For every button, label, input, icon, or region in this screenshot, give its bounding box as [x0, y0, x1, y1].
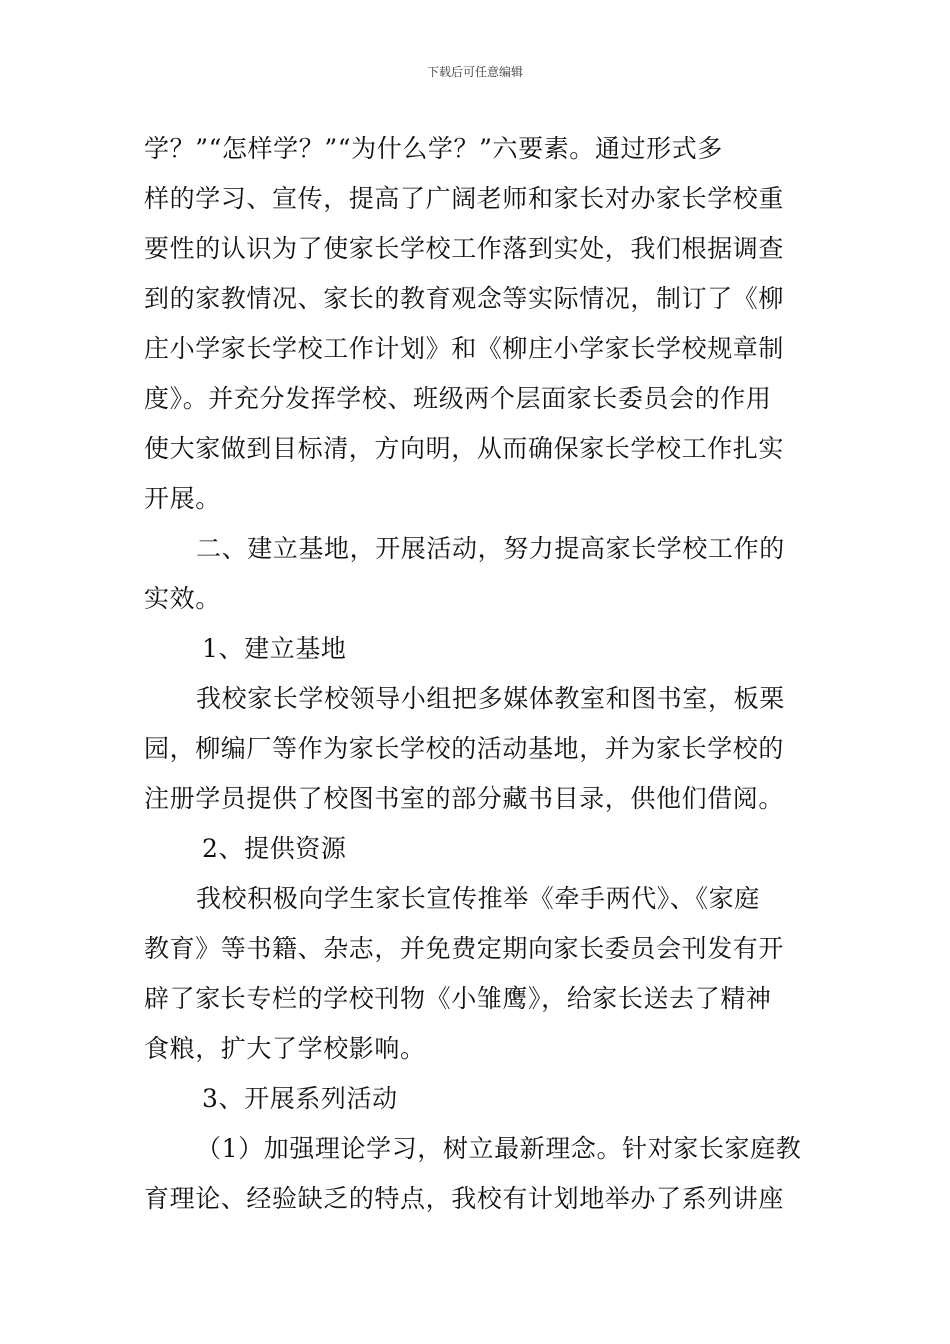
text-line: 使大家做到目标清，方向明，从而确保家长学校工作扎实 — [144, 434, 785, 463]
page-header: 下载后可任意编辑 — [426, 65, 523, 79]
text-line: 到的家教情况、家长的教育观念等实际情况，制订了《柳 — [144, 284, 785, 313]
text-line: 注册学员提供了校图书室的部分藏书目录，供他们借阅。 — [144, 784, 785, 813]
text-line: 园，柳编厂等作为家长学校的活动基地，并为家长学校的 — [144, 734, 785, 763]
section-heading: 二、建立基地，开展活动，努力提高家长学校工作的 — [196, 534, 785, 563]
text-line: 教育》等书籍、杂志，并免费定期向家长委员会刊发有开 — [144, 934, 785, 963]
text-line: 辟了家长专栏的学校刊物《小雏鹰》，给家长送去了精神 — [144, 984, 772, 1013]
paragraph-first-line: 我校家长学校领导小组把多媒体教室和图书室，板栗 — [196, 684, 785, 713]
text-line: 要性的认识为了使家长学校工作落到实处，我们根据调查 — [144, 234, 785, 263]
text-line: 实效。 — [144, 584, 221, 613]
document-body — [144, 124, 808, 1224]
text-line: 开展。 — [144, 484, 221, 513]
text-line: 度》。并充分发挥学校、班级两个层面家长委员会的作用 — [144, 384, 772, 413]
paragraph-first-line: （1）加强理论学习，树立最新理念。针对家长家庭教 — [196, 1134, 802, 1163]
text-line: 育理论、经验缺乏的特点，我校有计划地举办了系列讲座 — [144, 1184, 785, 1213]
subsection-heading: 2、提供资源 — [202, 834, 347, 863]
text-line: 样的学习、宣传，提高了广阔老师和家长对办家长学校重 — [144, 184, 785, 213]
paragraph-first-line: 我校积极向学生家长宣传推举《牵手两代》、《家庭 — [196, 884, 760, 913]
subsection-heading: 1、建立基地 — [202, 634, 347, 663]
text-line: 庄小学家长学校工作计划》和《柳庄小学家长学校规章制 — [144, 334, 785, 363]
text-line: 食粮，扩大了学校影响。 — [144, 1034, 426, 1063]
text-line: 学？”“怎样学？”“为什么学？”六要素。通过形式多 — [144, 134, 723, 163]
subsection-heading: 3、开展系列活动 — [202, 1084, 398, 1113]
